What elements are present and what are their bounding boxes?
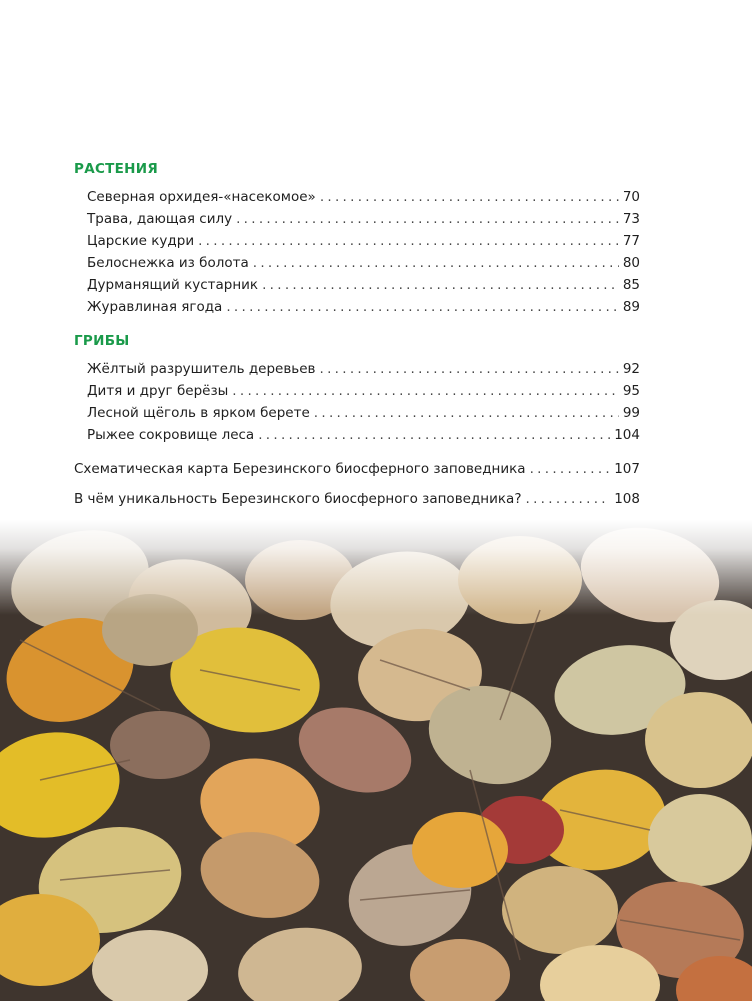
dot-leader	[320, 358, 619, 380]
dot-leader	[314, 402, 619, 424]
toc-entry[interactable]	[74, 402, 640, 424]
toc-entry[interactable]	[74, 208, 640, 230]
toc-entry-page: 80	[622, 255, 640, 271]
toc-entry-title: В чём уникальность Березинского биосферного заповедника?	[74, 491, 522, 507]
toc-entry-page: 95	[622, 383, 640, 399]
toc-entry-page: 99	[622, 405, 640, 421]
dot-leader	[530, 458, 611, 480]
dot-leader	[226, 296, 618, 318]
section-heading-plants: РАСТЕНИЯ	[74, 161, 159, 177]
table-of-contents	[74, 158, 640, 510]
dot-leader	[236, 208, 619, 230]
dot-leader	[258, 424, 610, 446]
toc-entry-page: 70	[622, 189, 640, 205]
toc-entry[interactable]	[74, 424, 640, 446]
toc-entry[interactable]	[74, 252, 640, 274]
toc-entry-page: 85	[622, 277, 640, 293]
toc-entry[interactable]	[74, 230, 640, 252]
dot-leader	[198, 230, 619, 252]
photo-fade-overlay	[0, 520, 752, 615]
toc-entry-page: 73	[622, 211, 640, 227]
toc-entry-title: Жёлтый разрушитель деревьев	[87, 361, 316, 377]
toc-entry-page: 104	[614, 427, 640, 443]
dot-leader	[262, 274, 619, 296]
autumn-leaves-photo	[0, 520, 752, 1001]
toc-entry-title: Царские кудри	[87, 233, 195, 249]
toc-entry-page: 92	[622, 361, 640, 377]
toc-entry-page: 77	[622, 233, 640, 249]
toc-entry[interactable]	[74, 380, 640, 402]
toc-entry[interactable]	[74, 296, 640, 318]
toc-entry-title: Трава, дающая силу	[87, 211, 233, 227]
toc-entry-title: Схематическая карта Березинского биосферного заповедника	[74, 461, 526, 477]
toc-entry-uniqueness[interactable]	[74, 488, 640, 510]
toc-entry-map[interactable]	[74, 458, 640, 480]
dot-leader	[253, 252, 619, 274]
dot-leader	[232, 380, 619, 402]
toc-entry-title: Лесной щёголь в ярком берете	[87, 405, 310, 421]
toc-entry[interactable]	[74, 274, 640, 296]
section-heading-mushrooms: ГРИБЫ	[74, 333, 130, 349]
toc-entry[interactable]	[74, 186, 640, 208]
toc-entry-title: Журавлиная ягода	[87, 299, 223, 315]
toc-entry-page: 108	[614, 491, 640, 507]
toc-entry[interactable]	[74, 358, 640, 380]
toc-entry-page: 89	[622, 299, 640, 315]
toc-entry-title: Дурманящий кустарник	[87, 277, 259, 293]
dot-leader	[525, 488, 610, 510]
toc-entry-title: Северная орхидея-«насекомое»	[87, 189, 316, 205]
toc-entry-title: Рыжее сокровище леса	[87, 427, 255, 443]
toc-entry-title: Дитя и друг берёзы	[87, 383, 229, 399]
toc-entry-page: 107	[614, 461, 640, 477]
dot-leader	[320, 186, 619, 208]
toc-entry-title: Белоснежка из болота	[87, 255, 249, 271]
